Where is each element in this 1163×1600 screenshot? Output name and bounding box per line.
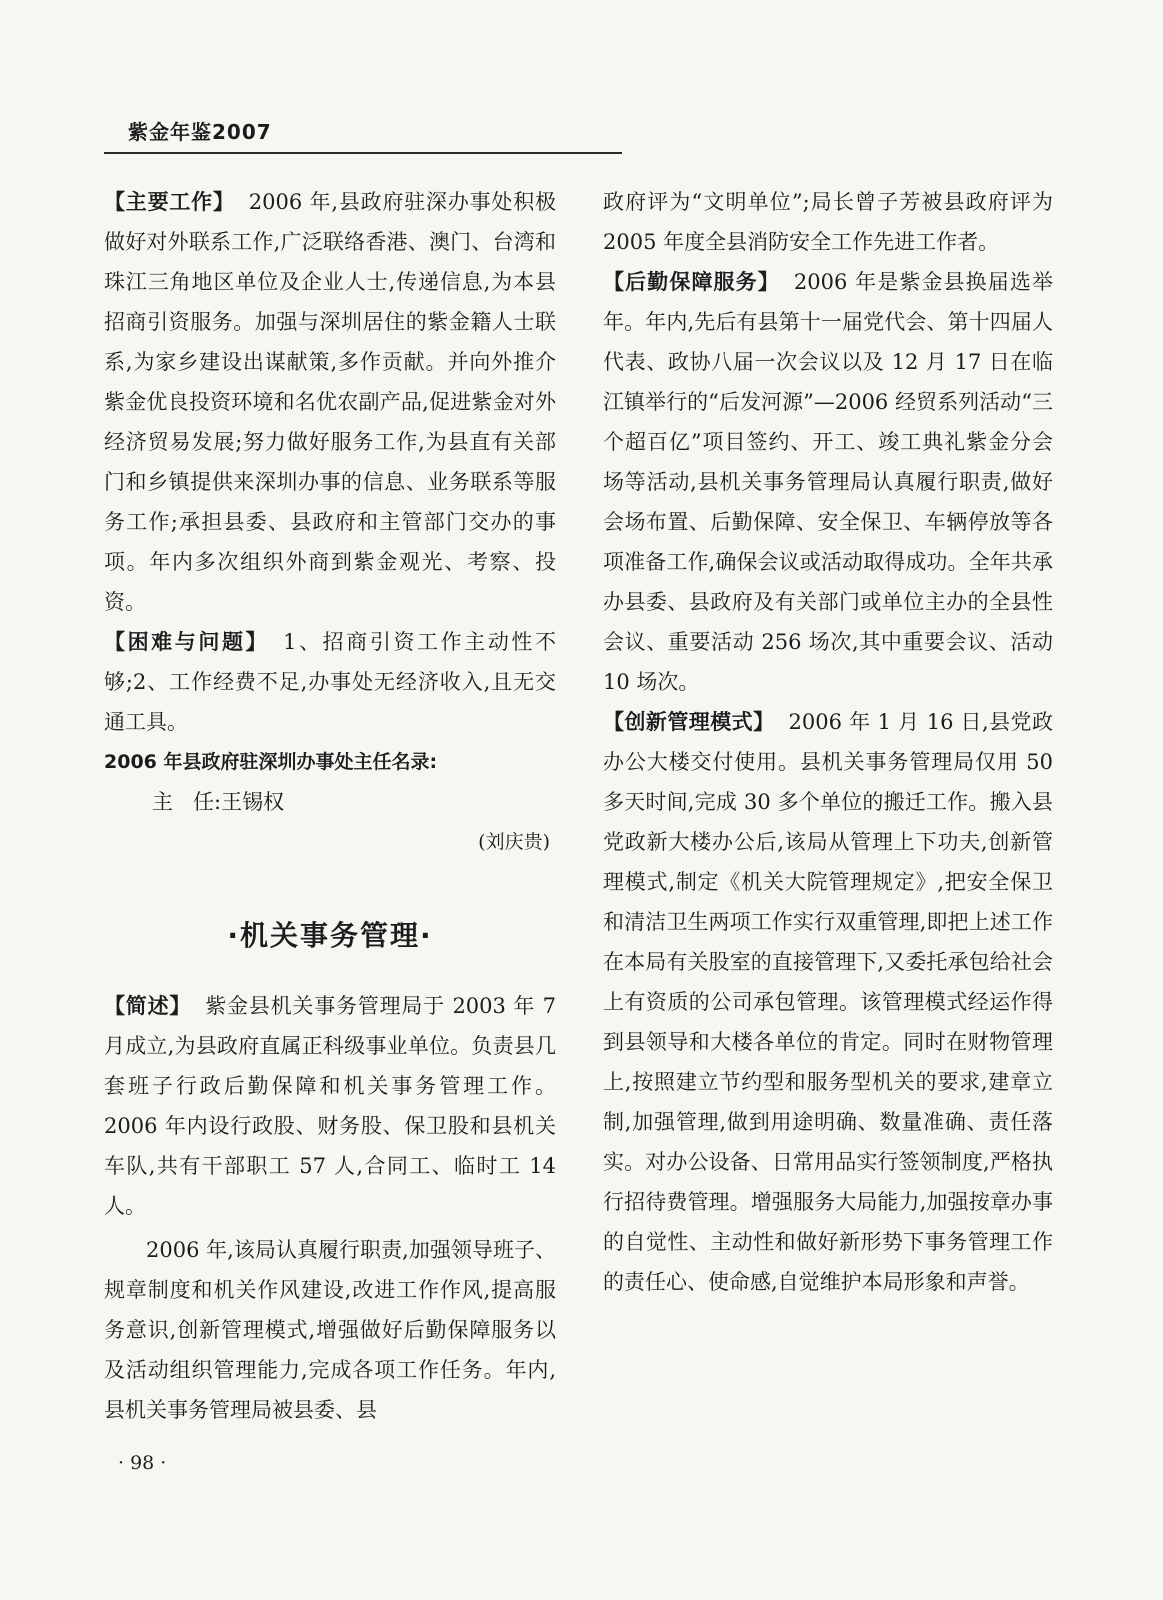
page-number: · 98 · <box>118 1452 167 1474</box>
left-column <box>104 182 556 1430</box>
paragraph-main-work <box>104 182 556 622</box>
text-logistics: 2006 年是紫金县换届选举年。年内,先后有县第十一届党代会、第十四届人代表、政协八届一次会议以及 12 月 17 日在临江镇举行的“后发河源”—2006 经贸系列活动“三个超百亿”项目签约、开工、竣工典礼紫金分会场等活动,县机关事务管理局认真履行职责,做好会场布置、后勤保障、安全保卫、车辆停放等各项准备工作,确保会议或活动取得成功。全年共承办县委、县政府及有关部门或单位主办的全县性会议、重要活动 256 场次,其中重要会议、活动 10 场次。 <box>603 270 1054 694</box>
paragraph-continued: 政府评为“文明单位”;局长曾子芳被县政府评为 2005 年度全县消防安全工作先进工作者。 <box>603 190 1053 254</box>
roster-title: 2006 年县政府驻深圳办事处主任名录: <box>104 751 438 773</box>
paragraph-brief <box>104 986 556 1226</box>
author-credit: (刘庆贵) <box>478 831 550 853</box>
text-main-work: 2006 年,县政府驻深办事处积极做好对外联系工作,广泛联络香港、澳门、台湾和珠江三角地区单位及企业人士,传递信息,为本县招商引资服务。加强与深圳居住的紫金籍人士联系,为家乡建设出谋献策,多作贡献。并向外推介紫金优良投资环境和名优农副产品,促进紫金对外经济贸易发展;努力做好服务工作,为县直有关部门和乡镇提供来深圳办事的信息、业务联系等服务工作;承担县委、县政府和主管部门交办的事项。年内多次组织外商到紫金观光、考察、投资。 <box>104 190 556 614</box>
text-brief: 紫金县机关事务管理局于 2003 年 7 月成立,为县政府直属正科级事业单位。负责县几套班子行政后勤保障和机关事务管理工作。2006 年内设行政股、财务股、保卫股和县机关车队,共有干部职工 57 人,合同工、临时工 14 人。 <box>104 994 556 1218</box>
text-problems: 1、招商引资工作主动性不够;2、工作经费不足,办事处无经济收入,且无交通工具。 <box>104 630 556 734</box>
paragraph-problems <box>104 622 556 742</box>
label-problems: 【困难与问题】 <box>104 630 270 654</box>
label-brief: 【简述】 <box>104 994 192 1018</box>
label-main-work: 【主要工作】 <box>104 190 235 214</box>
text-innovation: 2006 年 1 月 16 日,县党政办公大楼交付使用。县机关事务管理局仅用 50 多天时间,完成 30 多个单位的搬迁工作。搬入县党政新大楼办公后,该局从管理上下功夫,创新管理模式,制定《机关大院管理规定》,把安全保卫和清洁卫生两项工作实行双重管理,即把上述工作在本局有关股室的直接管理下,又委托承包给社会上有资质的公司承包管理。该管理模式经运作得到县领导和大楼各单位的肯定。同时在财物管理上,按照建立节约型和服务型机关的要求,建章立制,加强管理,做到用途明确、数量准确、责任落实。对办公设备、日常用品实行签领制度,严格执行招待费管理。增强服务大局能力,加强按章办事的自觉性、主动性和做好新形势下事务管理工作的责任心、使命感,自觉维护本局形象和声誉。 <box>603 710 1053 1294</box>
paragraph-2006-work: 2006 年,该局认真履行职责,加强领导班子、规章制度和机关作风建设,改进工作作风,提高服务意识,创新管理模式,增强做好后勤保障服务以及活动组织管理能力,完成各项工作任务。年内,县机关事务管理局被县委、县 <box>104 1238 556 1422</box>
running-header: 紫金年鉴2007 <box>128 120 272 144</box>
roster-entry: 主 任:王锡权 <box>152 790 285 814</box>
label-innovation: 【创新管理模式】 <box>603 710 775 734</box>
section-title: ·机关事务管理· <box>227 919 433 952</box>
paragraph-innovation <box>603 702 1053 1302</box>
paragraph-logistics <box>603 262 1053 702</box>
right-column <box>603 182 1053 1302</box>
label-logistics: 【后勤保障服务】 <box>603 270 780 294</box>
header-rule <box>104 152 622 154</box>
